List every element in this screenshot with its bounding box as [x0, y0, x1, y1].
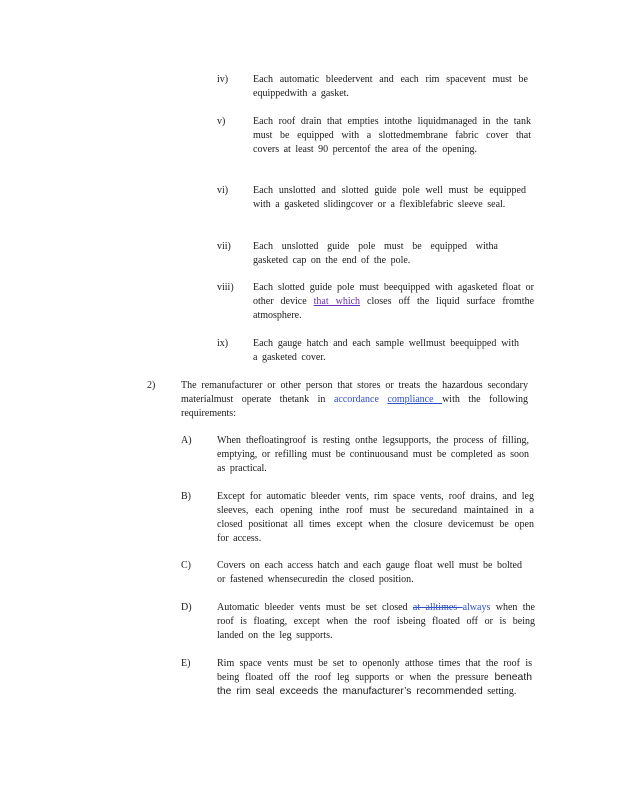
- item-marker: B): [181, 491, 191, 502]
- text-segment: Each roof drain that empties intothe liquidmanaged in the tank must be equipped with a slottedmembrane fabric cover that covers at least 90 percentof the area of the opening.: [253, 116, 531, 155]
- text-segment: Each slotted guide pole must beequipped with agasketed float or other device: [253, 282, 534, 307]
- text-segment: Rim space vents must be set to openonly atthose times that the roof is being floated off the roof leg supports or when the pressure: [217, 658, 532, 683]
- item-text: [253, 337, 519, 365]
- item-text: [253, 240, 498, 268]
- item-marker: 2): [147, 380, 156, 391]
- item-marker: vi): [217, 185, 229, 196]
- text-segment: Except for automatic bleeder vents, rim space vents, roof drains, and leg sleeves, each opening inthe roof must be securedand maintained in a closed positionat all times except when the closure devicemust be open for access.: [217, 491, 534, 544]
- item-text: [253, 115, 531, 157]
- text-segment: when the roof is floating, except when the roof isbeing floated off or is being landed on the leg supports.: [217, 602, 535, 641]
- item-text: [253, 281, 534, 323]
- text-segment: accordance: [333, 394, 379, 405]
- item-text: [217, 434, 529, 476]
- text-segment: beneath the rim seal exceeds the manufacturer’s recommended: [217, 672, 532, 697]
- text-segment: When thefloatingroof is resting onthe legsupports, the process of filling, emptying, or refilling must be continuousand must be completed as soon as practical.: [217, 435, 529, 474]
- item-marker: C): [181, 560, 191, 571]
- text-segment: that which: [313, 296, 361, 307]
- text-segment: with the following requirements:: [181, 394, 529, 419]
- text-segment: Each unslotted guide pole must be equipped witha gasketed cap on the end of the pole.: [253, 241, 498, 266]
- text-segment: compliance: [387, 394, 443, 405]
- item-marker: v): [217, 116, 226, 127]
- item-text: [217, 559, 522, 587]
- text-segment: always: [462, 602, 491, 613]
- text-segment: Each unslotted and slotted guide pole well must be equipped with a gasketed slidingcover or a flexiblefabric sleeve seal.: [253, 185, 526, 210]
- item-text: [181, 379, 528, 421]
- item-marker: iv): [217, 74, 229, 85]
- text-segment: Covers on each access hatch and each gauge float well must be bolted or fastened whensecuredin the closed position.: [217, 560, 522, 585]
- text-segment: The remanufacturer or other person that stores or treats the hazardous secondary materialmust operate thetank in: [181, 380, 528, 405]
- item-text: [217, 490, 534, 546]
- text-segment: Automatic bleeder vents must be set closed: [217, 602, 413, 613]
- text-segment: Each automatic bleedervent and each rim spacevent must be equippedwith a gasket.: [253, 74, 528, 99]
- item-marker: A): [181, 435, 192, 446]
- text-segment: setting.: [482, 686, 517, 697]
- item-marker: vii): [217, 241, 231, 252]
- item-text: [217, 601, 535, 643]
- item-text: [253, 73, 528, 101]
- item-text: [253, 184, 526, 212]
- item-marker: ix): [217, 338, 229, 349]
- text-segment: Each gauge hatch and each sample wellmust beequipped with a gasketed cover.: [253, 338, 519, 363]
- text-segment: at alltimes: [412, 602, 463, 613]
- text-segment: closes off the liquid surface fromthe atmosphere.: [253, 296, 535, 321]
- item-marker: viii): [217, 282, 234, 293]
- item-marker: D): [181, 602, 192, 613]
- item-marker: E): [181, 658, 191, 669]
- item-text: [217, 657, 532, 699]
